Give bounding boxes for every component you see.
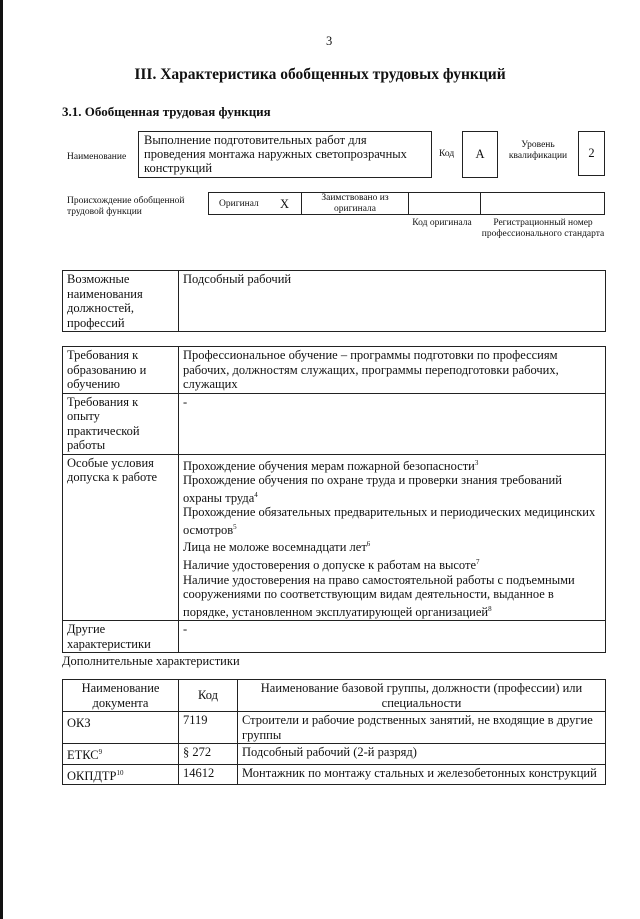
section-title: III. Характеристика обобщенных трудовых функций: [134, 66, 506, 83]
row-code: 7119: [179, 712, 238, 744]
positions-label: Возможные наименования должностей, профессий: [63, 271, 179, 332]
code-value: А: [475, 147, 485, 161]
origin-row-box: [208, 192, 605, 215]
other-label: Другие характеристики: [63, 621, 179, 653]
special-item: Прохождение обучения по охране труда и проверки знания требований охраны труда$^4$: [183, 473, 562, 505]
special-item: Лица не моложе восемнадцати лет$^6$: [183, 540, 371, 555]
page-number: 3: [326, 34, 333, 48]
additional-header-doc: Наименование документа: [63, 680, 179, 712]
function-name-box: [138, 131, 432, 178]
level-value-box: [578, 131, 605, 176]
row-code: § 272: [179, 744, 238, 765]
requirements-table: [62, 346, 606, 653]
origin-divider-3: [480, 193, 481, 214]
other-value: -: [179, 621, 606, 653]
special-item: Прохождение обязательных предварительных и периодических медицинских осмотров$^5$: [183, 505, 596, 537]
subsection-title: 3.1. Обобщенная трудовая функция: [62, 104, 271, 119]
row-doc: ОКПДТР$^{10}$: [63, 764, 179, 785]
additional-header-name: Наименование базовой группы, должности (профессии) или специальности: [238, 680, 606, 712]
additional-title: Дополнительные характеристики: [62, 654, 240, 668]
special-item: Наличие удостоверения на право самостоятельной работы с подъемными сооружениями по соответствующим видам деятельности, выданное в порядке, установленном эксплуатирующей организацией$^8$: [183, 572, 575, 619]
positions-value: Подсобный рабочий: [179, 271, 606, 332]
borrowed-label: Заимствовано из оригинала: [321, 193, 389, 214]
level-label: Уровень квалификации: [508, 140, 568, 161]
row-name: Строители и рабочие родственных занятий, не входящие в другие группы: [238, 712, 606, 744]
education-label: Требования к образованию и обучению: [63, 347, 179, 394]
reg-number-label: Регистрационный номер профессионального стандарта: [481, 218, 605, 239]
additional-header-code: Код: [179, 680, 238, 712]
row-code: 14612: [179, 764, 238, 785]
level-value: 2: [588, 146, 595, 160]
code-original-label: Код оригинала: [412, 218, 472, 228]
row-doc: ОКЗ: [63, 712, 179, 744]
row-name: Монтажник по монтажу стальных и железобетонных конструкций: [238, 764, 606, 785]
origin-divider-1: [301, 193, 302, 214]
positions-table: [62, 270, 606, 332]
special-list: [179, 454, 606, 621]
origin-label: Происхождение обобщенной трудовой функции: [67, 196, 185, 217]
experience-value: -: [179, 393, 606, 454]
table-row: [63, 744, 606, 765]
special-label: Особые условия допуска к работе: [63, 454, 179, 621]
origin-divider-2: [408, 193, 409, 214]
function-name-value: Выполнение подготовительных работ для проведения монтажа наружных светопрозрачных конструкций: [144, 133, 407, 175]
scan-edge-shadow: [0, 0, 3, 919]
experience-label: Требования к опыту практической работы: [63, 393, 179, 454]
table-row: [63, 712, 606, 744]
special-item: Прохождение обучения мерам пожарной безопасности$^3$: [183, 458, 479, 473]
original-label: Оригинал: [219, 199, 259, 209]
table-row: [63, 764, 606, 785]
special-item: Наличие удостоверения о допуске к работам на высоте$^7$: [183, 558, 480, 573]
additional-table: [62, 679, 606, 785]
name-label: Наименование: [67, 152, 127, 162]
code-value-box: [462, 131, 498, 178]
row-doc: ЕТКС$^9$: [63, 744, 179, 765]
code-label: Код: [439, 149, 455, 159]
education-value: Профессиональное обучение – программы подготовки по профессиям рабочих, должностям служащих, программы переподготовки рабочих, служащих: [179, 347, 606, 394]
row-name: Подсобный рабочий (2-й разряд): [238, 744, 606, 765]
original-mark: X: [280, 197, 290, 211]
